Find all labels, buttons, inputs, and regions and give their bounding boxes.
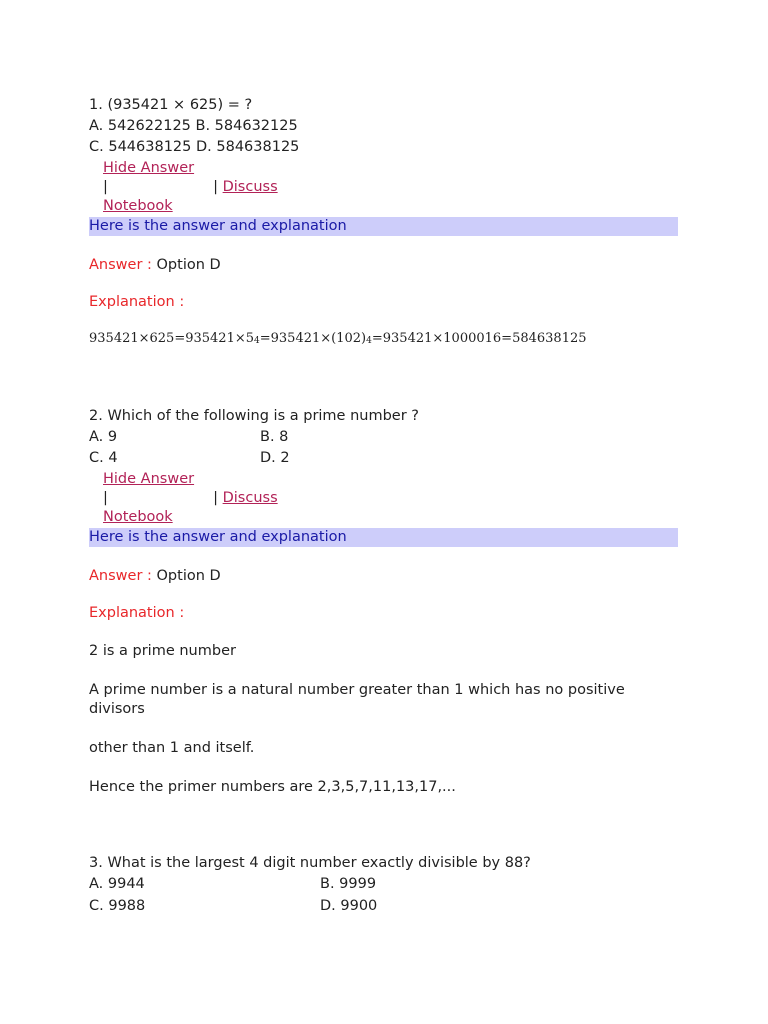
math-part: 935421×625=935421×5	[89, 331, 255, 346]
question-3-options-row-1	[89, 874, 377, 894]
question-1-text: 1. (935421 × 625) = ?	[89, 97, 253, 113]
separator: |	[103, 490, 108, 506]
question-1-discuss-link[interactable]: Discuss	[222, 179, 278, 195]
math-exponent: 4	[366, 336, 372, 346]
option-c: C. 9988	[89, 898, 146, 914]
question-1-answer-bar: Here is the answer and explanation	[89, 217, 678, 236]
hide-answer-link-label[interactable]: Hide Answer	[103, 471, 195, 487]
question-1-answer	[89, 255, 221, 275]
question-2-answer-bar: Here is the answer and explanation	[89, 528, 678, 547]
option-b: B. 8	[260, 429, 289, 445]
question-2-discuss-link[interactable]: Discuss	[222, 490, 278, 506]
answer-value: Option D	[156, 257, 221, 273]
math-part: 16=584638125	[484, 331, 587, 346]
math-part: =935421×(10	[259, 331, 353, 346]
question-2-options-row-2	[89, 448, 290, 468]
question-3-options-row-2	[89, 896, 378, 916]
question-3-text: 3. What is the largest 4 digit number exactly divisible by 88?	[89, 855, 531, 871]
question-1-link-row	[103, 177, 278, 197]
question-2-text: 2. Which of the following is a prime number ?	[89, 408, 419, 424]
answer-value: Option D	[156, 568, 221, 584]
question-2-explanation-line-3: other than 1 and itself.	[89, 740, 255, 756]
answer-label: Answer :	[89, 568, 152, 584]
question-1-notebook-link[interactable]: Notebook	[103, 198, 173, 214]
question-1-notebook-link-row	[103, 196, 173, 216]
question-2-answer	[89, 566, 221, 586]
separator: |	[103, 179, 108, 195]
question-2-options-row-1	[89, 427, 289, 447]
question-2-link-row	[103, 488, 278, 508]
question-2-explanation-line-2b: divisors	[89, 701, 145, 717]
separator: |	[213, 490, 218, 506]
option-a: A. 9944	[89, 876, 145, 892]
option-a: A. 9	[89, 429, 118, 445]
question-2-explanation-label: Explanation :	[89, 605, 185, 621]
question-1-explanation-label: Explanation :	[89, 294, 185, 310]
question-1-options-ab: A. 542622125 B. 584632125	[89, 118, 298, 134]
separator: |	[213, 179, 218, 195]
hide-answer-link-label[interactable]: Hide Answer	[103, 160, 195, 176]
question-2-explanation-line-2a: A prime number is a natural number greater than 1 which has no positive	[89, 682, 625, 698]
option-b: B. 9999	[320, 876, 377, 892]
question-2-explanation-line-4: Hence the primer numbers are 2,3,5,7,11,13,17,...	[89, 779, 456, 795]
question-2-notebook-link-row	[103, 507, 173, 527]
math-part: 2)	[352, 331, 367, 346]
question-2-hide-answer-link[interactable]	[103, 469, 194, 489]
answer-label: Answer :	[89, 257, 152, 273]
math-part: =935421×10000	[371, 331, 485, 346]
option-c: C. 4	[89, 450, 118, 466]
question-1-options-cd: C. 544638125 D. 584638125	[89, 139, 300, 155]
question-1-math-explanation	[89, 329, 587, 351]
math-exponent: 4	[254, 336, 260, 346]
option-d: D. 9900	[320, 898, 378, 914]
question-2-explanation-line-1: 2 is a prime number	[89, 643, 236, 659]
question-2-notebook-link[interactable]: Notebook	[103, 509, 173, 525]
question-1-hide-answer-link[interactable]	[103, 158, 194, 178]
option-d: D. 2	[260, 450, 290, 466]
